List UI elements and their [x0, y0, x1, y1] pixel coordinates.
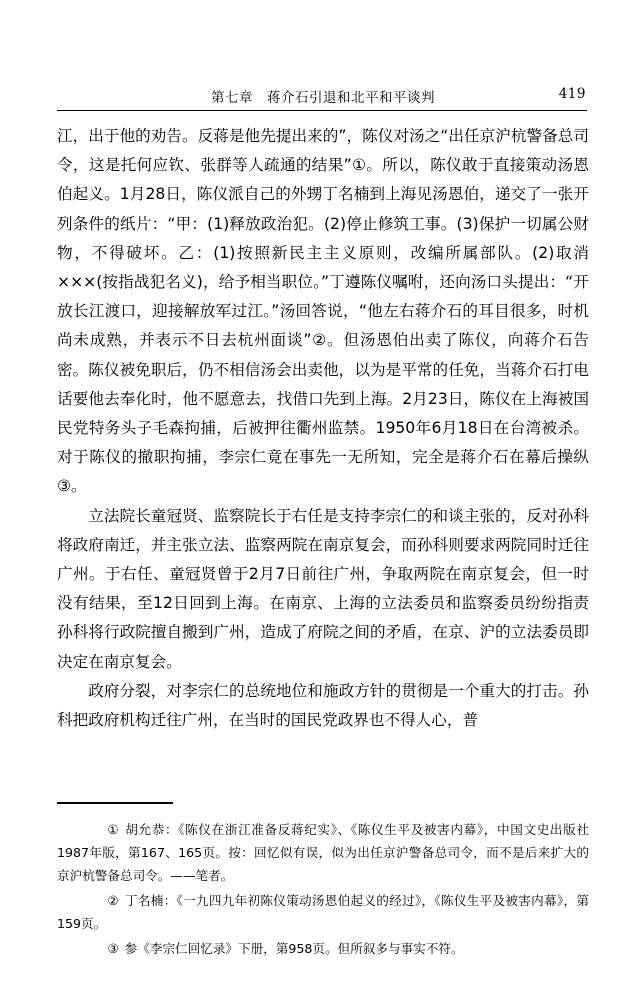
page-header: [60, 86, 586, 106]
header-chapter-title: 蒋介石引退和北平和平谈判: [267, 90, 435, 106]
footnotes: [57, 818, 589, 962]
footnote-item: [57, 937, 589, 960]
footnote-marker: ②: [107, 893, 119, 908]
footnote-marker: ①: [107, 822, 119, 837]
footnote-rule: [57, 802, 173, 804]
header-chapter-number: 第七章: [211, 90, 253, 106]
footnote-text: 参《李宗仁回忆录》下册，第958页。但所叙多与事实不符。: [124, 941, 464, 956]
paragraph: 江，出于他的劝告。反蒋是他先提出来的”，陈仪对汤之“出任京沪杭警备总司令，这是托何应钦、张群等人疏通的结果”①。所以，陈仪敢于直接策动汤恩伯起义。1月28日，陈仪派自己的外甥丁名楠到上海见汤恩伯，递交了一张开列条件的纸片：“甲：(1)释放政治犯。(2)停止修筑工事。(3)保护一切属公财物，不得破坏。乙：(1)按照新民主主义原则，改编所属部队。(2)取消×××(按指战犯名义)，给予相当职位。”丁遵陈仪嘱咐，还向汤口头提出：“开放长江渡口，迎接解放军过江。”汤回答说，“他左右蒋介石的耳目很多，时机尚未成熟，并表示不日去杭州面谈”②。但汤恩伯出卖了陈仪，向蒋介石告密。陈仪被免职后，仍不相信汤会出卖他，以为是平常的任免，当蒋介石打电话要他去奉化时，他不愿意去，找借口先到上海。2月23日，陈仪在上海被国民党特务头子毛森拘捕，后被押往衢州监禁。1950年6月18日在台湾被杀。对于陈仪的撤职拘捕，李宗仁竟在事先一无所知，完全是蒋介石在幕后操纵③。: [57, 127, 589, 496]
paragraph: 政府分裂，对李宗仁的总统地位和施政方针的贯彻是一个重大的打击。孙科把政府机构迁往广州，在当时的国民党政界也不得人心，普: [57, 681, 589, 730]
page-number: 419: [558, 86, 586, 102]
footnote-item: [57, 889, 589, 935]
header-rule: [57, 110, 587, 111]
footnote-text: 丁名楠：《一九四九年初陈仪策动汤恩伯起义的经过》，《陈仪生平及被害内幕》，第159页。: [57, 893, 589, 931]
body-text: [57, 122, 589, 735]
paragraph: 立法院长童冠贤、监察院长于右任是支持李宗仁的和谈主张的，反对孙科将政府南迁，并主张立法、监察两院在南京复会，而孙科则要求两院同时迁往广州。于右任、童冠贤曾于2月7日前往广州，争取两院在南京复会，但一时没有结果，至12日回到上海。在南京、上海的立法委员和监察委员纷纷指责孙科将行政院擅自搬到广州，造成了府院之间的矛盾，在京、沪的立法委员即决定在南京复会。: [57, 506, 589, 671]
footnote-item: [57, 818, 589, 887]
footnote-marker: ③: [107, 941, 119, 956]
footnote-text: 胡允恭：《陈仪在浙江准备反蒋纪实》、《陈仪生平及被害内幕》，中国文史出版社1987年版，第167、165页。按：回忆似有误，似为出任京沪警备总司令，而不是后来扩大的京沪杭警备总司令。——笔者。: [57, 822, 589, 883]
